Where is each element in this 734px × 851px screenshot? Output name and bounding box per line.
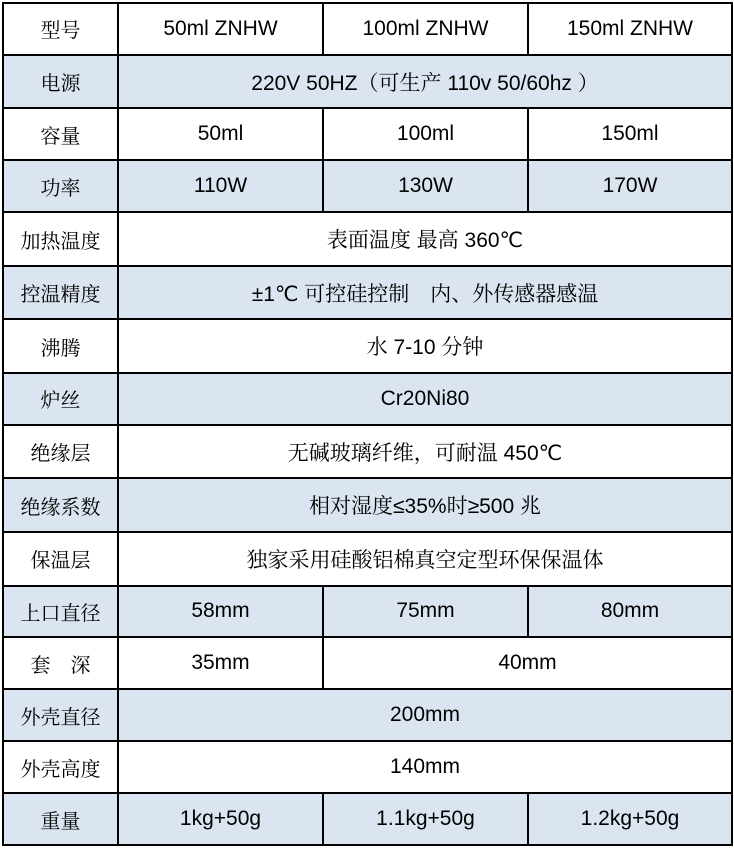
spec-value-cell: 140mm — [118, 741, 732, 793]
spec-row-label: 外壳高度 — [3, 741, 118, 793]
spec-row-label: 型号 — [3, 3, 118, 55]
spec-table-rows — [3, 3, 732, 845]
spec-row — [3, 3, 732, 55]
spec-row — [3, 108, 732, 160]
spec-row — [3, 55, 732, 109]
spec-row — [3, 532, 732, 586]
spec-value-cell: 200mm — [118, 689, 732, 741]
spec-value-cell: 58mm — [118, 586, 323, 638]
spec-row — [3, 478, 732, 532]
product-spec-table — [2, 2, 733, 846]
spec-row-label: 炉丝 — [3, 373, 118, 425]
spec-row-label: 绝缘层 — [3, 425, 118, 479]
spec-row — [3, 266, 732, 320]
spec-row — [3, 319, 732, 373]
spec-value-cell: 100ml — [323, 108, 528, 160]
spec-row-label: 保温层 — [3, 532, 118, 586]
spec-value-cell: 独家采用硅酸铝棉真空定型环保保温体 — [118, 532, 732, 586]
spec-row-label: 控温精度 — [3, 266, 118, 320]
spec-row — [3, 160, 732, 212]
spec-value-cell: 1.2kg+50g — [528, 793, 732, 845]
spec-value-cell: 35mm — [118, 637, 323, 689]
spec-value-cell: 表面温度 最高 360℃ — [118, 212, 732, 266]
spec-value-cell: 1.1kg+50g — [323, 793, 528, 845]
spec-row-label: 绝缘系数 — [3, 478, 118, 532]
spec-row-label: 容量 — [3, 108, 118, 160]
spec-value-cell: 80mm — [528, 586, 732, 638]
spec-row-label: 加热温度 — [3, 212, 118, 266]
spec-value-cell: 50ml ZNHW — [118, 3, 323, 55]
spec-row — [3, 425, 732, 479]
spec-value-cell: 75mm — [323, 586, 528, 638]
spec-row — [3, 793, 732, 845]
spec-row — [3, 741, 732, 793]
spec-row-label: 重量 — [3, 793, 118, 845]
spec-value-cell: Cr20Ni80 — [118, 373, 732, 425]
spec-value-cell: 100ml ZNHW — [323, 3, 528, 55]
spec-row-label: 沸腾 — [3, 319, 118, 373]
spec-row — [3, 637, 732, 689]
spec-value-cell: 170W — [528, 160, 732, 212]
spec-row-label: 电源 — [3, 55, 118, 109]
spec-value-cell: 130W — [323, 160, 528, 212]
spec-row-label: 功率 — [3, 160, 118, 212]
spec-value-cell: 150ml ZNHW — [528, 3, 732, 55]
spec-value-cell: 水 7-10 分钟 — [118, 319, 732, 373]
spec-value-cell: 无碱玻璃纤维，可耐温 450℃ — [118, 425, 732, 479]
spec-row — [3, 689, 732, 741]
spec-row-label: 上口直径 — [3, 586, 118, 638]
spec-row-label: 套 深 — [3, 637, 118, 689]
spec-value-cell: 1kg+50g — [118, 793, 323, 845]
spec-value-cell: 220V 50HZ（可生产 110v 50/60hz ） — [118, 55, 732, 109]
spec-row — [3, 212, 732, 266]
spec-row-label: 外壳直径 — [3, 689, 118, 741]
spec-value-cell: 50ml — [118, 108, 323, 160]
spec-row — [3, 586, 732, 638]
spec-value-cell: 150ml — [528, 108, 732, 160]
spec-value-cell: 40mm — [323, 637, 732, 689]
spec-value-cell: ±1℃ 可控硅控制 内、外传感器感温 — [118, 266, 732, 320]
spec-value-cell: 相对湿度≤35%时≥500 兆 — [118, 478, 732, 532]
spec-row — [3, 373, 732, 425]
spec-value-cell: 110W — [118, 160, 323, 212]
